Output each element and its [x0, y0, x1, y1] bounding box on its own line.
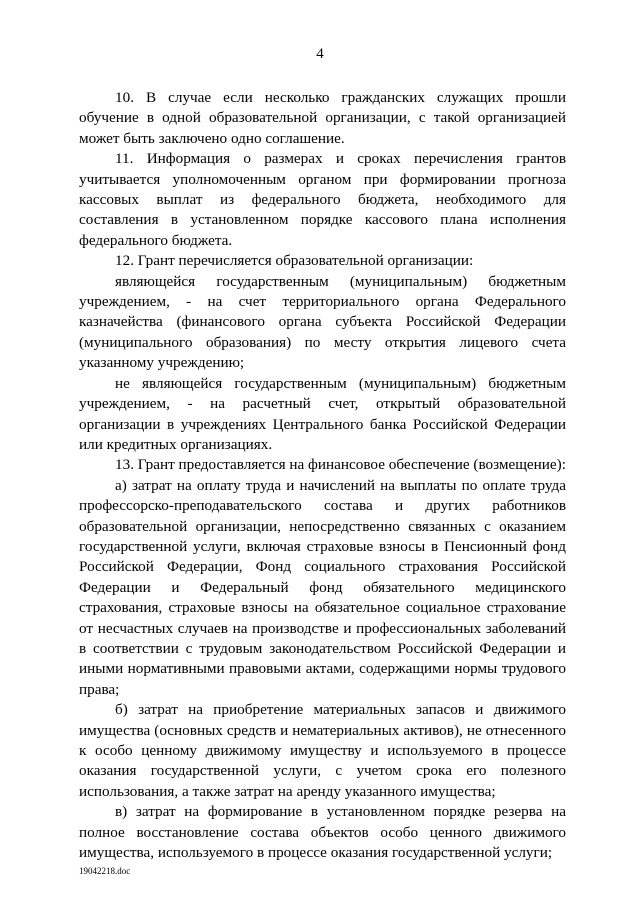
paragraph-12-budgetary: являющейся государственным (муниципальным) бюджетным учреждением, - на счет территориального органа Федерального казначейства (финансового органа субъекта Российской Федерации (муниципального образования) по месту открытия лицевого счета указанному учреждению;	[79, 272, 566, 372]
paragraph-13-a: а) затрат на оплату труда и начислений на выплаты по оплате труда профессорско-преподавательского состава и других работников образовательной организации, непосредственно связанных с оказанием государственной услуги, включая страховые взносы в Пенсионный фонд Российской Федерации, Фонд социального страхования Российской Федерации и Федеральный фонд обязательного медицинского страхования, страховые взносы на обязательное социальное страхование от несчастных случаев на производстве и профессиональных заболеваний в соответствии с трудовым законодательством Российской Федерации и иными нормативными правовыми актами, содержащими нормы трудового права;	[79, 476, 566, 698]
paragraph-10: 10. В случае если несколько гражданских служащих прошли обучение в одной образовательной организации, с такой организацией может быть заключено одно соглашение.	[79, 89, 566, 147]
footer-filename: 19042218.doc	[79, 866, 131, 876]
paragraph-12-non-budgetary: не являющейся государственным (муниципальным) бюджетным учреждением, - на расчетный счет, открытый образовательной организации в учреждениях Центрального банка Российской Федерации или кредитных организациях.	[79, 374, 566, 453]
paragraph-13-b: б) затрат на приобретение материальных запасов и движимого имущества (основных средств и нематериальных активов), не отнесенного к особо ценному движимому имуществу и используемого в процессе оказания государственной услуги, с учетом срока его полезного использования, а также затрат на аренду указанного имущества;	[79, 701, 566, 800]
paragraph-13: 13. Грант предоставляется на финансовое обеспечение (возмещение):	[115, 456, 566, 474]
page-number: 4	[316, 46, 324, 62]
document-body	[79, 88, 566, 863]
paragraph-11: 11. Информация о размерах и сроках перечисления грантов учитывается уполномоченным органом при формировании прогноза кассовых выплат из федерального бюджета, необходимого для составления в установленном порядке кассового плана исполнения федерального бюджета.	[79, 150, 566, 249]
paragraph-12: 12. Грант перечисляется образовательной организации:	[115, 252, 474, 270]
paragraph-13-v: в) затрат на формирование в установленном порядке резерва на полное восстановление состава объектов особо ценного движимого имущества, используемого в процессе оказания государственной услуги;	[79, 803, 566, 862]
